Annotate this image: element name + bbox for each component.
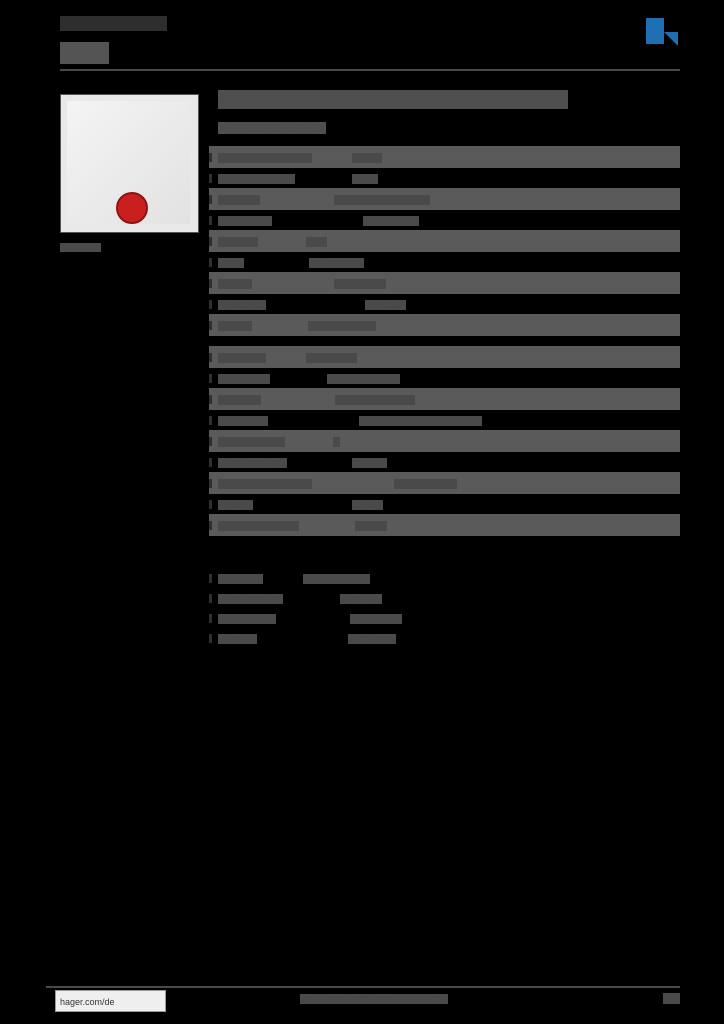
page-subtitle: Produktbeschreibung — [220, 122, 324, 134]
spec-label: Gewicht — [219, 500, 252, 510]
spec-value: Aus-/Wechselschaltung — [335, 195, 429, 205]
spec-row — [209, 252, 680, 272]
spec-value: LED-Beleuchtung — [328, 374, 399, 384]
spec-value: auf Anfrage — [348, 634, 395, 644]
footer-page-number: 1/2 — [665, 993, 678, 1003]
spec-row — [209, 210, 680, 230]
spec-label: Beleuchtung — [219, 374, 270, 384]
footer-note: Technische Änderungen vorbehalten — [301, 994, 448, 1004]
row-marker-icon — [209, 153, 212, 162]
row-marker-icon — [209, 614, 212, 623]
footer-divider — [46, 986, 680, 988]
row-marker-icon — [209, 353, 212, 362]
spec-label: Anschlussart — [219, 216, 271, 226]
row-marker-icon — [209, 500, 212, 509]
spec-section-technische-daten — [209, 146, 680, 336]
row-marker-icon — [209, 321, 212, 330]
spec-section-ausfuehrung — [209, 346, 680, 536]
row-marker-icon — [209, 395, 212, 404]
spec-value: verkehrsweiß — [309, 258, 364, 268]
spec-row — [209, 472, 680, 494]
row-marker-icon — [209, 300, 212, 309]
spec-value: 4 — [333, 437, 339, 447]
spec-row — [209, 388, 680, 410]
spec-label: Schutzart — [219, 237, 258, 247]
spec-label: EAN-Code — [219, 574, 263, 584]
spec-value: Schraub- und Krallbefestigung — [359, 416, 481, 426]
spec-label: Zolltarifnummer — [219, 594, 282, 604]
row-marker-icon — [209, 216, 212, 225]
spec-row — [209, 608, 680, 628]
row-marker-icon — [209, 634, 212, 643]
spec-value: DIN EN 60669-1 — [309, 321, 376, 331]
logo-block-right — [664, 32, 678, 46]
spec-row — [209, 430, 680, 452]
spec-row — [209, 230, 680, 252]
spec-row — [209, 410, 680, 430]
row-marker-icon — [209, 174, 212, 183]
spec-label: Verpackungseinheit — [219, 521, 298, 531]
spec-value: Unterputz — [365, 300, 405, 310]
spec-label: Leiterquerschnitt — [219, 458, 286, 468]
footer-url-link[interactable]: hager.com/de — [55, 990, 166, 1012]
header-divider — [60, 69, 680, 71]
spec-value: -5 °C ... +45 °C — [395, 479, 457, 489]
spec-value: Thermoplast — [335, 279, 386, 289]
spec-value: 3250617700122 — [304, 574, 370, 584]
figure-caption: WYW220S — [61, 243, 101, 252]
spec-label: Montageart — [219, 300, 265, 310]
spec-value: IP20 — [307, 237, 326, 247]
spec-value: Deutschland — [350, 614, 401, 624]
spec-label: Kontaktart — [219, 395, 261, 405]
spec-row — [209, 294, 680, 314]
row-marker-icon — [209, 195, 212, 204]
document-subcode: 1400 — [62, 42, 107, 64]
spec-label: Ausführung — [219, 353, 266, 363]
logo-block-left — [646, 18, 664, 44]
spec-label: Herkunftsland — [219, 614, 275, 624]
spec-row — [209, 568, 680, 588]
spec-value: 0,05 kg — [352, 500, 383, 510]
row-marker-icon — [209, 458, 212, 467]
spec-row — [209, 188, 680, 210]
spec-row — [209, 494, 680, 514]
product-image — [60, 94, 199, 233]
spec-row — [209, 146, 680, 168]
document-code: WYW220S1400 — [61, 15, 167, 31]
row-marker-icon — [209, 374, 212, 383]
row-marker-icon — [209, 479, 212, 488]
row-marker-icon — [209, 574, 212, 583]
spec-row — [209, 588, 680, 608]
spec-row — [209, 272, 680, 294]
spec-label: Farbe — [219, 258, 243, 268]
spec-sections — [209, 146, 680, 648]
spec-row — [209, 452, 680, 472]
spec-value: 10 AX — [352, 174, 377, 184]
document-header — [60, 16, 680, 70]
spec-label: Lieferzeit — [219, 634, 256, 644]
spec-value: mit Linse rot — [307, 353, 357, 363]
row-marker-icon — [209, 279, 212, 288]
spec-label: Klemmenanzahl — [219, 437, 284, 447]
row-marker-icon — [209, 521, 212, 530]
spec-label: Normen — [219, 321, 252, 331]
row-marker-icon — [209, 416, 212, 425]
spec-label: Umgebungstemperatur — [219, 479, 312, 489]
red-indicator-icon — [116, 192, 148, 224]
spec-label: Befestigung — [219, 416, 267, 426]
spec-value: 1 Stück — [355, 521, 386, 531]
row-marker-icon — [209, 437, 212, 446]
row-marker-icon — [209, 594, 212, 603]
spec-label: Bemessungsstrom — [219, 174, 294, 184]
spec-row — [209, 346, 680, 368]
spec-value: 250 V~ — [352, 153, 382, 163]
spec-value: 1,5 mm² — [352, 458, 386, 468]
spec-row — [209, 514, 680, 536]
spec-label: Material — [219, 279, 252, 289]
spec-row — [209, 628, 680, 648]
hager-logo-icon — [646, 18, 680, 50]
spec-row — [209, 368, 680, 388]
product-content — [209, 90, 680, 658]
spec-label: Schaltung — [219, 195, 260, 205]
spec-value: 85365080 — [340, 594, 381, 604]
page-title: Kontrollschalter 10 AX 250 V~ aus/wechsel — [220, 90, 566, 109]
spec-row — [209, 314, 680, 336]
row-marker-icon — [209, 237, 212, 246]
spec-row — [209, 168, 680, 188]
spec-value: Steckklemme — [363, 216, 418, 226]
row-marker-icon — [209, 258, 212, 267]
spec-label: Bemessungsspannung — [219, 153, 311, 163]
spec-value: Schließer/Wechsler — [336, 395, 414, 405]
spec-section-logistik — [209, 568, 680, 648]
